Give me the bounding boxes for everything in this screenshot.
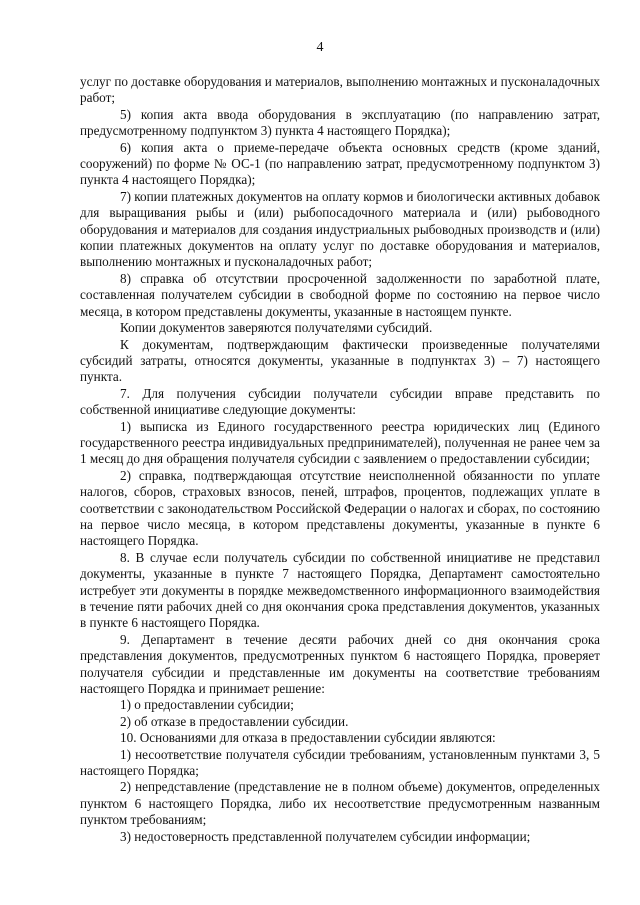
document-body — [80, 74, 600, 845]
paragraph: 2) об отказе в предоставлении субсидии. — [120, 713, 349, 729]
paragraph: 3) недостоверность представленной получателем субсидии информации; — [120, 828, 531, 844]
paragraph: услуг по доставке оборудования и материалов, выполнению монтажных и пусконаладочных работ; — [80, 74, 600, 106]
paragraph: 2) справка, подтверждающая отсутствие неисполненной обязанности по уплате налогов, сборов, страховых взносов, пеней, штрафов, процентов, подлежащих уплате в соответствии с законодательством Российской Федерации о налогах и сборах, по состоянию на первое число месяца, в котором представлены документы, указанные в пункте 6 настоящего Порядка. — [80, 467, 600, 549]
paragraph: 8. В случае если получатель субсидии по собственной инициативе не представил документы, указанные в пункте 7 настоящего Порядка, Департамент самостоятельно истребует эти документы в порядке межведомственного информационного взаимодействия в течение пяти рабочих дней со дня окончания срока представления документов, указанных в пункте 6 настоящего Порядка. — [80, 549, 600, 631]
paragraph: 1) о предоставлении субсидии; — [120, 697, 294, 713]
paragraph: 7. Для получения субсидии получатели субсидии вправе представить по собственной инициативе следующие документы: — [80, 385, 600, 418]
paragraph: 10. Основаниями для отказа в предоставлении субсидии являются: — [120, 730, 496, 746]
paragraph: 9. Департамент в течение десяти рабочих дней со дня окончания срока представления документов, предусмотренных пунктом 6 настоящего Порядка, проверяет получателя субсидии и представленные им документы на соответствие требованиям настоящего Порядка и принимает решение: — [80, 631, 600, 697]
paragraph: 1) выписка из Единого государственного реестра юридических лиц (Единого государственного реестра индивидуальных предпринимателей), полученная не ранее чем за 1 месяц до дня обращения получателя субсидии с заявлением о предоставлении субсидии; — [80, 418, 600, 467]
paragraph: 2) непредставление (представление не в полном объеме) документов, определенных пунктом 6 настоящего Порядка, либо их несоответствие предусмотренным названным пунктом требованиям; — [80, 779, 600, 828]
paragraph: К документам, подтверждающим фактически произведенные получателями субсидий затраты, относятся документы, указанные в подпунктах 3) – 7) настоящего пункта. — [80, 336, 600, 385]
paragraph: 6) копия акта о приеме-передаче объекта основных средств (кроме зданий, сооружений) по форме № ОС-1 (по направлению затрат, предусмотренному подпунктом 3) пункта 4 настоящего Порядка); — [80, 139, 600, 188]
paragraph: 7) копии платежных документов на оплату кормов и биологически активных добавок для выращивания рыбы и (или) рыбопосадочного материала и (или) рыбоводного оборудования и материалов для создания индустриальных рыбоводных производств и (или) копии платежных документов на оплату услуг по доставке оборудования и материалов, выполнению монтажных и пусконаладочных работ; — [80, 188, 600, 270]
page-number: 4 — [316, 40, 324, 55]
paragraph: 1) несоответствие получателя субсидии требованиям, установленным пунктами 3, 5 настоящего Порядка; — [80, 746, 600, 779]
paragraph: Копии документов заверяются получателями субсидий. — [120, 320, 433, 336]
paragraph: 5) копия акта ввода оборудования в эксплуатацию (по направлению затрат, предусмотренному подпунктом 3) пункта 4 настоящего Порядка); — [80, 106, 600, 139]
paragraph: 8) справка об отсутствии просроченной задолженности по заработной плате, составленная получателем субсидии в свободной форме по состоянию на первое число месяца, в котором представлены документы, указанные в настоящем пункте. — [80, 270, 600, 319]
